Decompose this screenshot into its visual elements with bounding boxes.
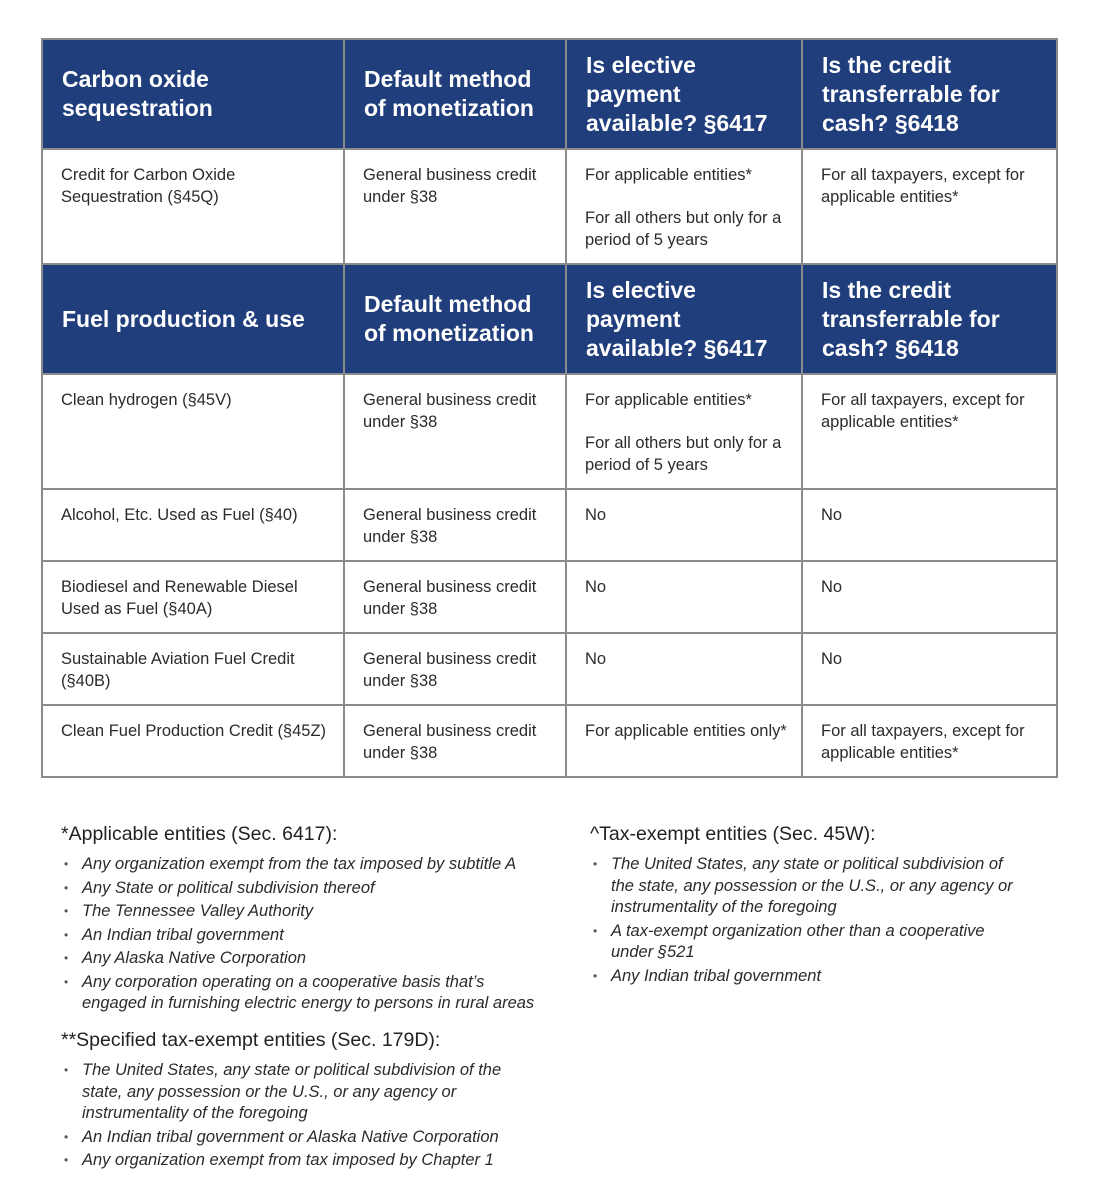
tax-exempt-entities-notes — [590, 822, 1030, 989]
notes-title: ^Tax-exempt entities (Sec. 45W): — [590, 823, 876, 845]
notes-list — [61, 854, 551, 1015]
elective-payment: For applicable entities only* — [566, 705, 802, 777]
elective-payment: No — [566, 633, 802, 705]
credits-table — [41, 38, 1058, 778]
transferability: No — [802, 489, 1057, 561]
credit-name: Sustainable Aviation Fuel Credit (§40B) — [42, 633, 344, 705]
section-header-carbon — [42, 39, 1057, 149]
transferability: For all taxpayers, except for applicable entities* — [802, 705, 1057, 777]
table-row — [42, 633, 1057, 705]
list-item: • The United States, any state or political subdivision of the state, any possession or the U.S., or any agency or instrumentality of the foregoing — [590, 854, 1030, 919]
transferability: No — [802, 561, 1057, 633]
column-header-transfer: Is the credit transferrable for cash? §6418 — [802, 39, 1057, 149]
list-item: • The Tennessee Valley Authority — [61, 901, 551, 923]
monetization-method: General business credit under §38 — [344, 149, 566, 264]
column-header-elective: Is elective payment available? §6417 — [566, 39, 802, 149]
list-item: • An Indian tribal government — [61, 925, 551, 947]
credit-name: Clean Fuel Production Credit (§45Z) — [42, 705, 344, 777]
credit-name: Clean hydrogen (§45V) — [42, 374, 344, 489]
column-header-elective: Is elective payment available? §6417 — [566, 264, 802, 374]
notes-list — [61, 1060, 541, 1172]
notes-title: *Applicable entities (Sec. 6417): — [61, 823, 338, 845]
column-header-transfer: Is the credit transferrable for cash? §6418 — [802, 264, 1057, 374]
list-item: • A tax-exempt organization other than a cooperative under §521 — [590, 921, 1030, 964]
column-header-method: Default method of monetization — [344, 39, 566, 149]
elective-payment-line2: For all others but only for a period of 5 years — [585, 434, 782, 474]
elective-payment: No — [566, 561, 802, 633]
transferability: For all taxpayers, except for applicable entities* — [802, 149, 1057, 264]
credit-name: Alcohol, Etc. Used as Fuel (§40) — [42, 489, 344, 561]
monetization-method: General business credit under §38 — [344, 489, 566, 561]
section-title: Fuel production & use — [42, 264, 344, 374]
table-row — [42, 489, 1057, 561]
monetization-method: General business credit under §38 — [344, 374, 566, 489]
section-title: Carbon oxide sequestration — [42, 39, 344, 149]
monetization-method: General business credit under §38 — [344, 561, 566, 633]
credit-name: Biodiesel and Renewable Diesel Used as Fuel (§40A) — [42, 561, 344, 633]
list-item: • Any Indian tribal government — [590, 966, 1030, 988]
elective-payment: No — [566, 489, 802, 561]
list-item: • Any organization exempt from tax imposed by Chapter 1 — [61, 1150, 541, 1172]
transferability: No — [802, 633, 1057, 705]
column-header-method: Default method of monetization — [344, 264, 566, 374]
list-item: • An Indian tribal government or Alaska Native Corporation — [61, 1127, 541, 1149]
notes-list — [590, 854, 1030, 987]
table-row — [42, 149, 1057, 264]
transferability: For all taxpayers, except for applicable entities* — [802, 374, 1057, 489]
credit-name: Credit for Carbon Oxide Sequestration (§45Q) — [42, 149, 344, 264]
table-row — [42, 374, 1057, 489]
list-item: • The United States, any state or political subdivision of the state, any possession or the U.S., or any agency or instrumentality of the foregoing — [61, 1060, 541, 1125]
applicable-entities-notes — [61, 822, 551, 1017]
monetization-method: General business credit under §38 — [344, 705, 566, 777]
elective-payment-line2: For all others but only for a period of 5 years — [585, 209, 782, 249]
monetization-method: General business credit under §38 — [344, 633, 566, 705]
elective-payment-line1: For applicable entities* — [585, 166, 752, 184]
list-item: • Any organization exempt from the tax imposed by subtitle A — [61, 854, 551, 876]
elective-payment — [566, 374, 802, 489]
table-row — [42, 705, 1057, 777]
specified-tax-exempt-notes — [61, 1028, 541, 1174]
list-item: • Any corporation operating on a cooperative basis that’s engaged in furnishing electric energy to persons in rural areas — [61, 972, 551, 1015]
table-row — [42, 561, 1057, 633]
elective-payment-line1: For applicable entities* — [585, 391, 752, 409]
list-item: • Any State or political subdivision thereof — [61, 878, 551, 900]
notes-title: **Specified tax-exempt entities (Sec. 179D): — [61, 1029, 441, 1051]
section-header-fuel — [42, 264, 1057, 374]
elective-payment — [566, 149, 802, 264]
list-item: • Any Alaska Native Corporation — [61, 948, 551, 970]
